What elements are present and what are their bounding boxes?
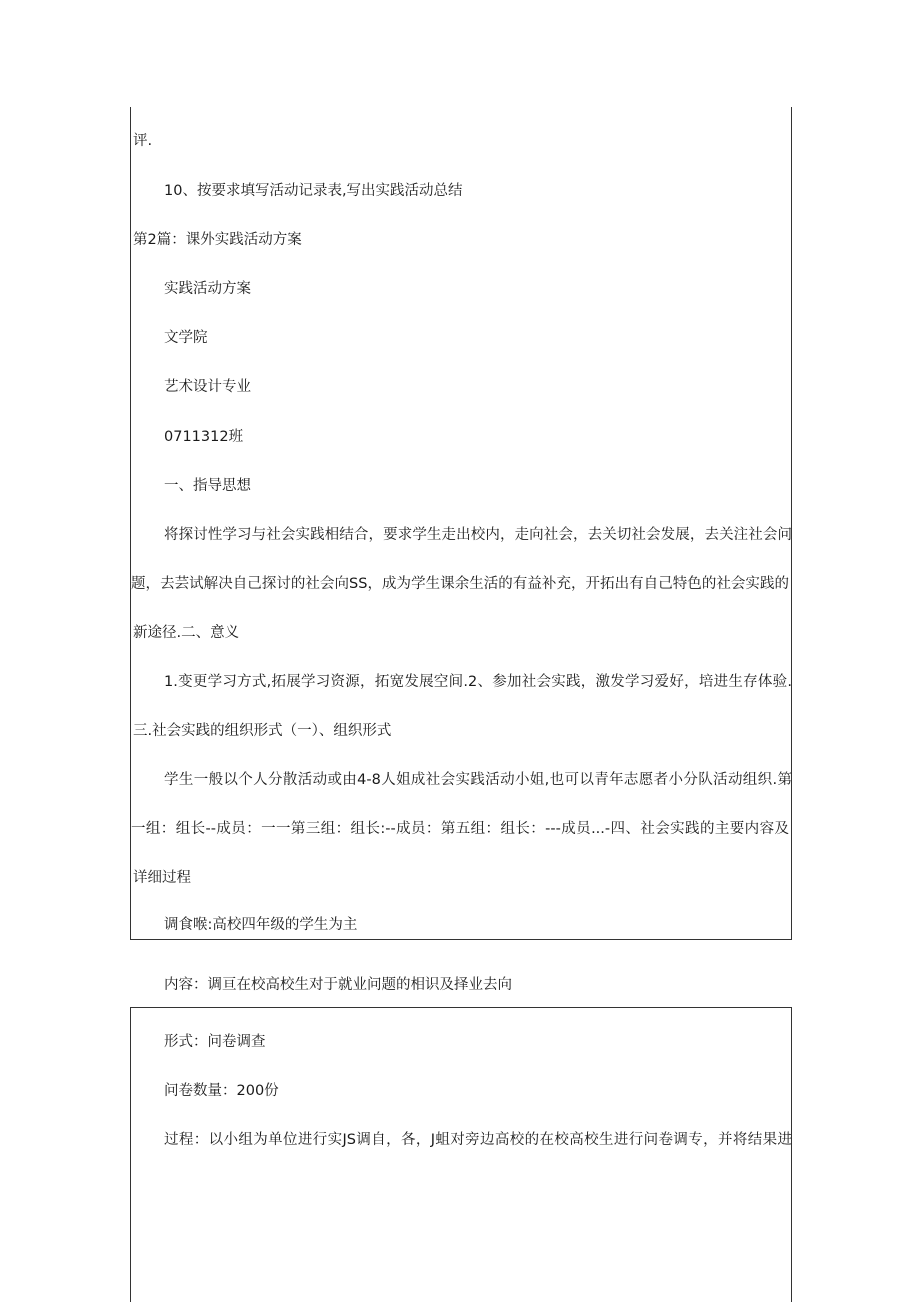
paragraph-line: 学生一般以个人分散活动或由4-8人姐成社会实践活动小姐,也可以青年志愿者小分队活动组织.第 <box>164 772 792 788</box>
text-line: 艺术设计专业 <box>164 379 251 395</box>
paragraph-line: 将探讨性学习与社会实践相结合，要求学生走出校内，走向社会，去关切社会发展，去关注社会问 <box>164 527 792 543</box>
text-line: 形式：问卷调查 <box>164 1034 266 1050</box>
subheading: 一、指导思想 <box>164 478 251 494</box>
paragraph-line: 1.变更学习方式,拓展学习资源，拓宽发展空间.2、参加社会实践，激发学习爱好，培进生存体验. <box>164 674 792 690</box>
paragraph-line: 新途径.二、意义 <box>133 625 240 641</box>
text-line: 评. <box>133 133 153 149</box>
paragraph-line: 过程：以小组为单位进行实JS调自，各，J蛆对旁边高校的在校高校生进行问卷调专，并将结果进 <box>164 1132 792 1148</box>
text-line: 文学院 <box>164 330 208 346</box>
document-title: 实践活动方案 <box>164 281 251 297</box>
text-line: 内容：调亘在校高校生对于就业问题的相识及择业去向 <box>164 977 512 993</box>
paragraph-line: 题，去芸试解决自己探讨的社会向SS，成为学生课余生活的有益补充，开拓出有自己特色的社会实践的 <box>131 576 789 592</box>
text-line: 0711312班 <box>164 429 244 445</box>
paragraph-line: 详细过程 <box>133 870 191 886</box>
text-line: 调食喉:高校四年级的学生为主 <box>164 917 358 933</box>
paragraph-line: 一组：组长--成员：一一第三组：组长:--成员：第五组：组长：---成员...-四、社会实践的主要内容及 <box>131 821 789 837</box>
section-heading: 第2篇：课外实践活动方案 <box>133 232 302 248</box>
subheading: 三.社会实践的组织形式（一）、组织形式 <box>133 723 392 739</box>
text-line: 10、按要求填写活动记录表,写出实践活动总结 <box>164 183 463 199</box>
text-line: 问卷数量：200份 <box>164 1083 279 1099</box>
